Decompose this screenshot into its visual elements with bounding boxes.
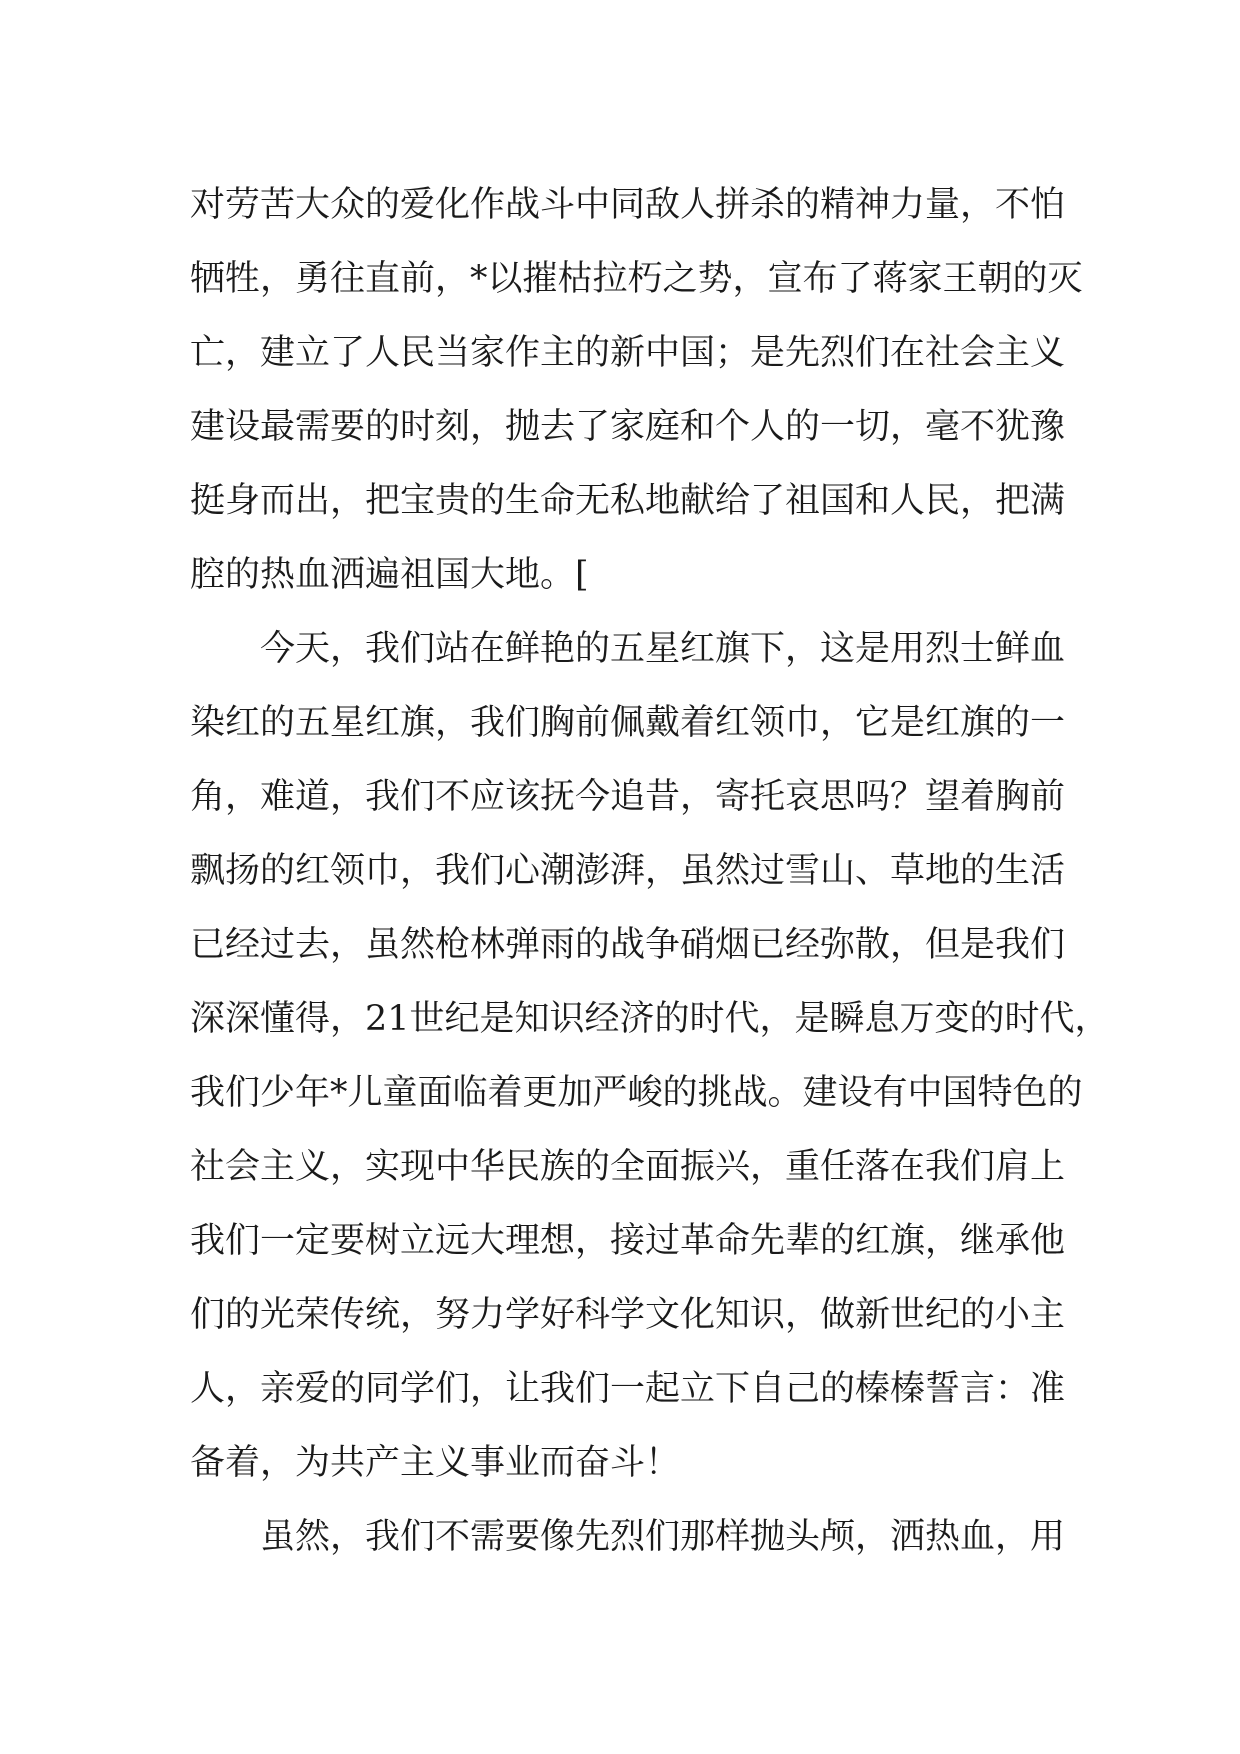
paragraph-2-line-8: 社会主义，实现中华民族的全面振兴，重任落在我们肩上 [190,1147,1066,1187]
paragraph-1-line-6: 腔的热血洒遍祖国大地。[ [190,555,589,595]
paragraph-2-line-3: 角，难道，我们不应该抚今追昔，寄托哀思吗？望着胸前 [190,777,1066,817]
paragraph-1-line-1: 对劳苦大众的爱化作战斗中同敌人拼杀的精神力量，不怕 [190,185,1066,225]
paragraph-2-line-11: 人，亲爱的同学们，让我们一起立下自己的榛榛誓言：准 [190,1369,1066,1409]
paragraph-2-line-2: 染红的五星红旗，我们胸前佩戴着红领巾，它是红旗的一 [190,703,1066,743]
paragraph-1-line-4: 建设最需要的时刻，抛去了家庭和个人的一切，毫不犹豫 [190,407,1066,447]
paragraph-2-line-10: 们的光荣传统，努力学好科学文化知识，做新世纪的小主 [190,1295,1066,1335]
paragraph-3-line-1: 虽然，我们不需要像先烈们那样抛头颅，洒热血，用 [260,1517,1066,1557]
paragraph-2-line-1: 今天，我们站在鲜艳的五星红旗下，这是用烈士鲜血 [260,629,1066,669]
paragraph-1-line-5: 挺身而出，把宝贵的生命无私地献给了祖国和人民，把满 [190,481,1066,521]
paragraph-2-line-12: 备着，为共产主义事业而奋斗！ [190,1443,681,1483]
paragraph-2-line-5: 已经过去，虽然枪林弹雨的战争硝烟已经弥散，但是我们 [190,925,1066,965]
paragraph-2-line-7: 我们少年*儿童面临着更加严峻的挑战。建设有中国特色的 [190,1073,1083,1113]
body-text [190,168,1110,1574]
paragraph-1-line-3: 亡，建立了人民当家作主的新中国；是先烈们在社会主义 [190,333,1066,373]
paragraph-1-line-2: 牺牲，勇往直前，*以摧枯拉朽之势，宣布了蒋家王朝的灭 [190,259,1083,299]
paragraph-2-line-6: 深深懂得，21世纪是知识经济的时代，是瞬息万变的时代， [190,999,1110,1039]
paragraph-2-line-4: 飘扬的红领巾，我们心潮澎湃，虽然过雪山、草地的生活 [190,851,1066,891]
paragraph-2-line-9: 我们一定要树立远大理想，接过革命先辈的红旗，继承他 [190,1221,1066,1261]
